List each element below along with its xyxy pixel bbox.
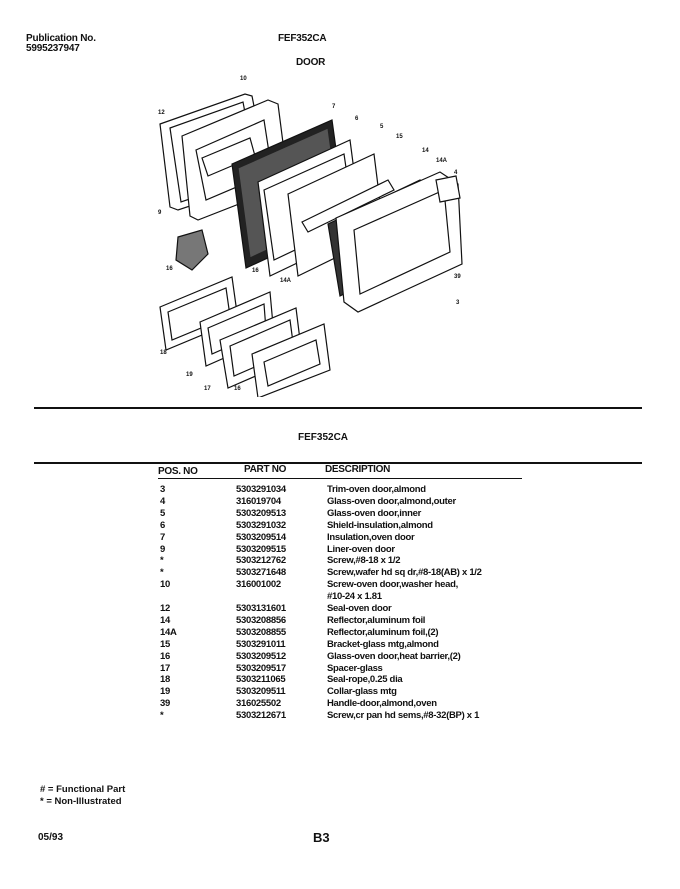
cell-desc: Screw,#8-18 x 1/2 [327, 555, 401, 567]
section-title: DOOR [296, 57, 326, 68]
callout-18-a: 18 [160, 350, 167, 356]
cell-desc: Glass-oven door,heat barrier,(2) [327, 650, 461, 662]
cell-desc: Shield-insulation,almond [327, 519, 433, 531]
cell-desc: Insulation,oven door [327, 531, 415, 543]
model-number: FEF352CA [278, 33, 327, 44]
callout-17: 17 [204, 386, 211, 392]
cell-part: 316019704 [236, 495, 281, 507]
cell-desc: Handle-door,almond,oven [327, 698, 437, 710]
section-divider [34, 407, 642, 409]
cell-part: 5303212762 [236, 555, 286, 567]
door-exploded-diagram [140, 72, 480, 397]
callout-16-b: 16 [252, 268, 259, 274]
cell-desc: Bracket-glass mtg,almond [327, 638, 439, 650]
callout-7: 7 [332, 104, 336, 110]
cell-part: 5303209512 [236, 650, 286, 662]
cell-part: 5303291032 [236, 519, 286, 531]
cell-part: 5303209517 [236, 662, 286, 674]
cell-part: 5303212671 [236, 710, 286, 722]
callout-39: 39 [454, 274, 461, 280]
table-row [0, 496, 680, 508]
cell-desc: #10-24 x 1.81 [327, 591, 382, 603]
callout-15: 15 [396, 134, 403, 140]
cell-part: 5303131601 [236, 603, 286, 614]
cell-part: 316001002 [236, 579, 281, 591]
cell-desc: Reflector,aluminum foil,(2) [327, 626, 439, 638]
table-row [0, 710, 680, 722]
cell-part: 5303209511 [236, 686, 286, 698]
table-row [0, 484, 680, 496]
cell-part: 5303209515 [236, 543, 286, 555]
callout-16-a: 16 [166, 266, 173, 272]
table-row [0, 579, 680, 591]
cell-pos: 6 [160, 519, 165, 531]
cell-part: 5303209513 [236, 507, 286, 519]
cell-pos: * [160, 567, 164, 579]
cell-desc: Glass-oven door,almond,outer [327, 495, 456, 507]
table-row [0, 567, 680, 579]
table-row [0, 663, 680, 675]
table-row [0, 555, 680, 567]
callout-19: 19 [186, 372, 193, 378]
cell-part: 316025502 [236, 698, 281, 710]
cell-desc: Reflector,aluminum foil [327, 614, 426, 626]
cell-desc: Seal-oven door [327, 603, 392, 614]
callout-16-c: 16 [234, 386, 241, 392]
footer-date: 05/93 [38, 832, 64, 843]
cell-part: 5303208856 [236, 614, 286, 626]
col-header-pos: POS. NO [158, 466, 198, 477]
table-row [0, 698, 680, 710]
legend-non-illustrated: * = Non-Illustrated [40, 796, 122, 807]
cell-pos: 14 [160, 614, 170, 626]
callout-14a-b: 14A [280, 278, 292, 284]
cell-part: 5303291034 [236, 484, 286, 495]
cell-desc: Screw,wafer hd sq dr,#8-18(AB) x 1/2 [327, 567, 482, 579]
cell-pos: 4 [160, 495, 165, 507]
table-row [0, 603, 680, 615]
footer-page: B3 [313, 830, 330, 845]
table-row [0, 651, 680, 663]
col-header-desc: DESCRIPTION [325, 464, 391, 475]
col-header-part: PART NO [244, 464, 287, 475]
cell-pos: 39 [160, 698, 170, 710]
cell-pos: 9 [160, 543, 165, 555]
cell-part: 5303211065 [236, 674, 286, 686]
table-row [0, 520, 680, 532]
table-row [0, 508, 680, 520]
callout-5: 5 [380, 124, 384, 130]
cell-desc: Glass-oven door,inner [327, 507, 422, 519]
cell-desc: Screw,cr pan hd sems,#8-32(BP) x 1 [327, 710, 480, 722]
cell-pos: 14A [160, 626, 177, 638]
cell-pos: 17 [160, 662, 170, 674]
publication-label: Publication No. [26, 33, 96, 44]
table-row [0, 591, 680, 603]
cell-pos: 5 [160, 507, 165, 519]
cell-pos: 7 [160, 531, 165, 543]
cell-desc: Liner-oven door [327, 543, 395, 555]
cell-pos: * [160, 710, 164, 722]
table-row [0, 532, 680, 544]
header-underline [158, 478, 522, 479]
cell-pos: 16 [160, 650, 170, 662]
cell-pos: * [160, 555, 164, 567]
cell-part: 5303209514 [236, 531, 286, 543]
cell-pos: 15 [160, 638, 170, 650]
legend-functional: # = Functional Part [40, 784, 126, 795]
table-model: FEF352CA [298, 432, 349, 443]
table-row [0, 544, 680, 556]
callout-14a: 14A [436, 158, 448, 164]
cell-pos: 12 [160, 603, 170, 614]
cell-pos: 19 [160, 686, 170, 698]
callout-9: 9 [158, 210, 162, 216]
table-row [0, 686, 680, 698]
table-row [0, 615, 680, 627]
callout-12: 12 [158, 110, 165, 116]
table-row [0, 674, 680, 686]
cell-part: 5303271648 [236, 567, 286, 579]
cell-pos: 18 [160, 674, 170, 686]
callout-4: 4 [454, 170, 458, 176]
callout-6: 6 [355, 116, 359, 122]
cell-pos: 10 [160, 579, 170, 591]
callout-10: 10 [240, 76, 247, 82]
cell-desc: Spacer-glass [327, 662, 383, 674]
cell-desc: Seal-rope,0.25 dia [327, 674, 403, 686]
table-row [0, 627, 680, 639]
cell-desc: Collar-glass mtg [327, 686, 397, 698]
cell-part: 5303291011 [236, 638, 286, 650]
publication-number: 5995237947 [26, 43, 80, 54]
cell-pos: 3 [160, 484, 165, 495]
table-row [0, 639, 680, 651]
cell-desc: Screw-oven door,washer head, [327, 579, 458, 591]
cell-part: 5303208855 [236, 626, 286, 638]
callout-14: 14 [422, 148, 429, 154]
callout-3: 3 [456, 300, 460, 306]
cell-desc: Trim-oven door,almond [327, 484, 426, 495]
